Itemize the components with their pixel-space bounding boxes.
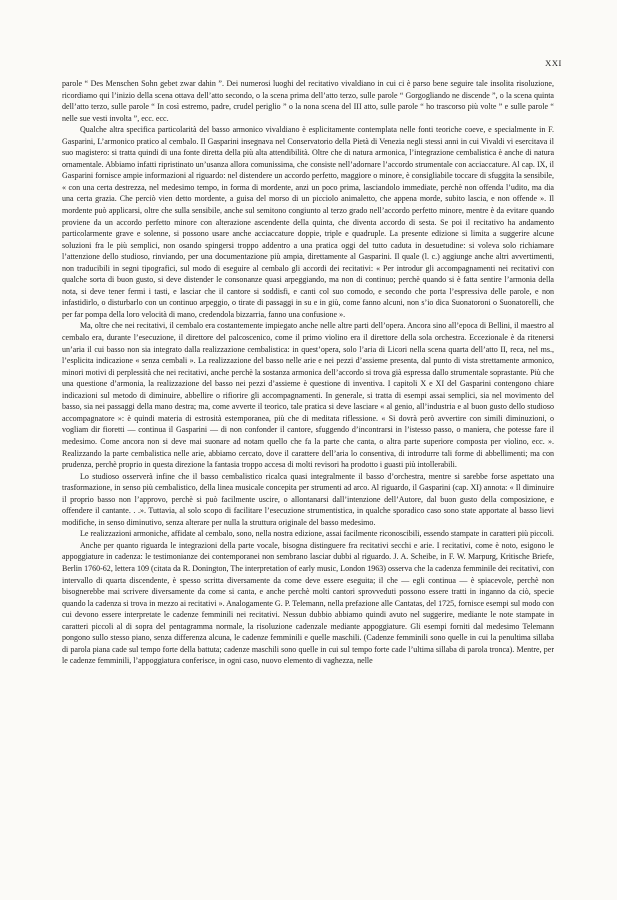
paragraph-5: Le realizzazioni armoniche, affidate al cembalo, sono, nella nostra edizione, assai facilmente riconoscibili, essendo stampate in caratteri più piccoli. — [80, 529, 554, 539]
paragraph-4: Lo studioso osserverà infine che il basso cembalistico ricalca quasi integralmente il basso d’orchestra, mentre si sarebbe forse aspettato una trasformazione, in senso più cembalistico, della linea musicale concepita per strumenti ad arco. Al riguardo, il Gasparini (cap. XI) annota: « Il diminuire il proprio basso non l’approvo, perchè si può facilmente uscire, o allontanarsi dall’intenzione dell’Autore, dal buon gusto della composizione, e offendere il cantante. . .». Tuttavia, al solo scopo di facilitare l’esecuzione strumentistica, in qualche sporadico caso sono state apportate al basso lievi modifiche, in senso diminutivo, senza alterare per nulla la struttura originale del basso medesimo. — [62, 471, 554, 527]
paragraph-3: Ma, oltre che nei recitativi, il cembalo era costantemente impiegato anche nelle altre parti dell’opera. Ancora sino all’epoca di Bellini, il maestro al cembalo era, durante l’esecuzione, il direttore del palcoscenico, come il primo violino era il direttore della sola orchestra. Eccezionale è da ritenersi un’aria il cui basso non sia integrato dalla realizzazione cembalistica: in quest’opera, solo l’aria di Licori nella scena quarta dell’atto II, reca, nel ms., l’esplicita indicazione « senza cembali ». La realizzazione del basso nelle arie e nei pezzi d’assieme presenta, dal punto di vista strettamente armonico, minori motivi di perplessità che nei recitativi, anche perchè la sostanza armonica dell’accordo si trova già espressa dallo strumentale soprastante. Più che una questione d’armonia, la realizzazione del basso nei pezzi d’assieme è questione di inventiva. I capitoli X e XI del Gasparini contengono chiare indicazioni sul metodo di diminuire, abbellire o rifiorire gli accompagnamenti. In generale, si tratta di esempi assai semplici, sia nel movimento del basso, sia nei passaggi della mano destra; ma, come avverte il teorico, tale pratica si deve lasciare « al genio, all’industria e al buon gusto dello studioso accompagnatore »: è quindi materia di estrosità estemporanea, più che di meditata riflessione. « Si dovrà però avvertire con simili diminuzioni, o vogliam dir fioretti — continua il Gasparini — di non confonder il cantore, sfuggendo d’incontrarsi in l’istesso passo, o maniera, che potesse fare il medesimo. Come ancora non si deve mai suonare ad notam quello che fa la parte che canta, o altra parte superiore composta per violino, ecc. ». Realizzando la parte cembalistica nelle arie, abbiamo cercato, dove il carattere dell’aria lo consentiva, di introdurre tali forme di abbellimenti; ma con prudenza, perchè proprio in questa direzione la fantasia troppo accesa di molti revisori ha prodotto i guasti più intollerabili. — [62, 321, 554, 470]
paragraph-1: parole “ Des Menschen Sohn gebet zwar dahin ”. Dei numerosi luoghi del recitativo vivaldiano in cui ci è parso bene seguire tale insolita risoluzione, ricordiamo qui l’inizio della scena ottava dell’atto secondo, o la scena prima dell’atto terzo, sulle parole “ Gorgogliando ne discende ”, o la scena quinta dell’atto terzo, sulle parole “ In così estremo, padre, crudel periglio ” o la nona scena del III atto, sulle parole “ ho trascorso più volte ” e sulle parole “ nelle sue vesti involta ”, ecc. ecc. — [62, 79, 554, 123]
paragraph-2: Qualche altra specifica particolarità del basso armonico vivaldiano è esplicitamente contemplata nelle fonti teoriche coeve, e specialmente in F. Gasparini, L’armonico pratico al cembalo. Il Gasparini insegnava nel Conservatorio della Pietà di Venezia negli stessi anni in cui Vivaldi vi esercitava il suo magistero: si tratta quindi di una fonte diretta della più alta attendibilità. Oltre che di natura armonica, l’integrazione cembalistica è anche di natura ornamentale. Abbiamo infatti ripristinato un’usanza allora comunissima, che consiste nell’adornare l’accordo strumentale con acciaccature. Al cap. IX, il Gasparini fornisce ampie informazioni al riguardo: nel distendere un accordo perfetto, maggiore o minore, è consigliabile toccare di sfuggita la sensibile, « con una certa destrezza, nel medesimo tempo, in forma di mordente, anzi un poco prima, lasciandolo immediate, perchè non offenda l’udito, ma dia una certa grazia. Che perciò vien detto mordente, a guisa del morso di un picciolo animaletto, che appena morde, subito lascia, e non offende ». Il mordente può applicarsi, oltre che sulla sensibile, anche sul semitono congiunto al terzo grado nell’accordo perfetto minore, mentre è da evitare quando proviene da un accordo perfetto minore con alterazione ascendente della quinta, che diventa accordo di sesta. Se poi il recitativo ha andamento particolarmente grave e solenne, si possono usare anche acciaccature doppie, triple e quadruple. La presente edizione si limita a suggerire alcune soluzioni fra le più semplici, non osando spingersi troppo addentro a una pratica oggi del tutto caduta in desuetudine: si voleva solo richiamare l’attenzione dello studioso, rinviando, per una documentazione più ampia, direttamente al Gasparini. Il quale (l. c.) aggiunge anche altri avvertimenti, non traducibili in segni tipografici, sul modo di eseguire al cembalo gli accordi dei recitativi: « Per introdur gli accompagnamenti nei recitativi con qualche sorta di buon gusto, si deve distender le consonanze quasi arpeggiando, ma non di continuo; perchè quando si è fatta sentire l’armonia della nota, si deve tener fermi i tasti, e lasciar che il cantore si soddisfi, e canti col suo comodo, e secondo che porta l’espressiva delle parole, e non infastidirlo, o disturbarlo con un continuo arpeggio, o tirate di passaggi in su e in giù, come fanno alcuni, non s’io dica Suonatoroni o Suonatorelli, che per far pompa della loro velocità di mano, credendola bizzarria, fanno una confusione ». — [62, 125, 554, 319]
paragraph-6: Anche per quanto riguarda le integrazioni della parte vocale, bisogna distinguere fra recitativi secchi e arie. I recitativi, come è noto, esigono le appoggiature in cadenza: le testimonianze dei contemporanei non sembrano lasciar dubbi al riguardo. J. A. Scheibe, in F. W. Marpurg, Kritische Briefe, Berlin 1760-62, lettera 109 (citata da R. Donington, The interpretation of early music, London 1963) osserva che la cadenza femminile dei recitativi, con intervallo di quarta discendente, è spesso scritta diversamente da come deve essere eseguita; il che — egli continua — è spiacevole, perchè non bisognerebbe mai scrivere diversamente da come si canta, e anche perchè molti cantori sprovveduti possono essere tratti in inganno da ciò, specie quando la cadenza si trova in mezzo ai recitativi ». Analogamente G. P. Telemann, nella prefazione alle Cantatas, del 1725, fornisce esempi sul modo con cui devono essere interpretate le cadenze femminili nei recitativi. Nessun dubbio abbiamo quindi avuto nel suggerire, mediante le note stampate in caratteri piccoli al di sopra del pentagramma normale, la risoluzione cadenzale mediante appoggiature. Gli esempi forniti dal medesimo Telemann pongono sullo stesso piano, senza differenza alcuna, le cadenze femminili e quelle maschili. (Cadenze femminili sono quelle in cui la penultima sillaba di parola piana cade sul tempo forte della battuta; cadenze maschili sono quelle in cui sul tempo forte cade l’ultima sillaba di parola tronca). Mentre, per le cadenze femminili, l’appoggiatura conferisce, in ogni caso, nuovo elemento di vaghezza, nelle — [62, 540, 554, 666]
body-text — [62, 78, 554, 667]
page-number: XXI — [545, 58, 562, 68]
